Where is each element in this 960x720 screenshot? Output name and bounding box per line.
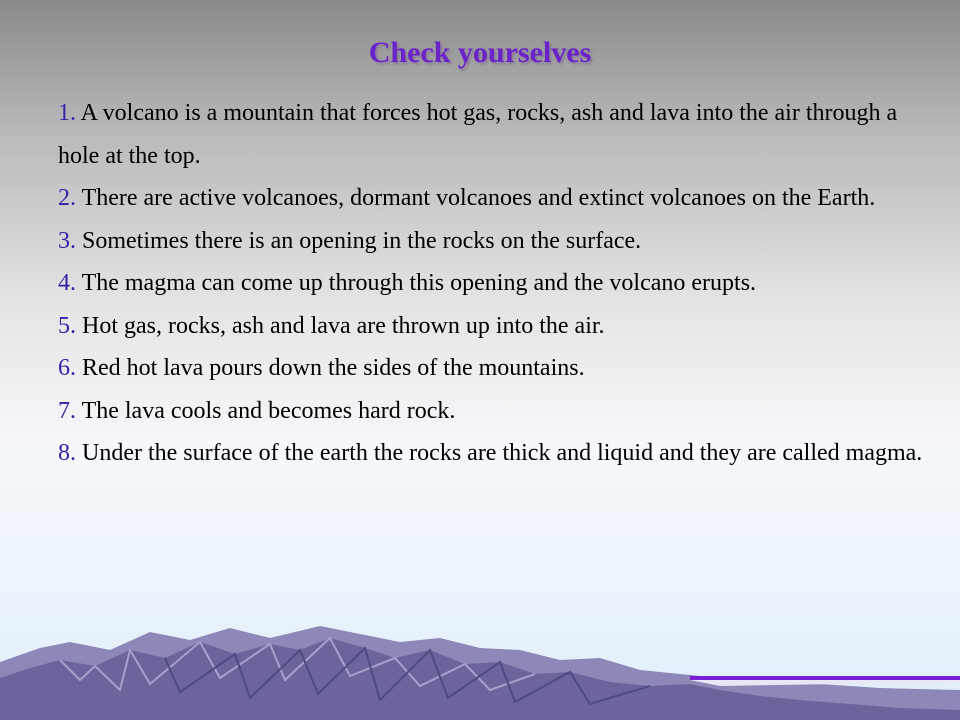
item-number: 6.	[58, 355, 76, 381]
list-item	[58, 177, 928, 220]
answer-list	[58, 92, 928, 475]
item-text: A volcano is a mountain that forces hot gas, rocks, ash and lava into the air through a hole at the top.	[58, 100, 898, 169]
mountain-range-illustration	[0, 620, 960, 720]
list-item	[58, 262, 928, 305]
accent-strip	[690, 676, 960, 680]
list-item	[58, 432, 928, 475]
item-text: Red hot lava pours down the sides of the mountains.	[76, 355, 585, 381]
slide-title: Check yourselves	[368, 36, 592, 69]
list-item	[58, 347, 928, 390]
item-number: 4.	[58, 270, 76, 296]
item-number: 1.	[58, 100, 76, 126]
list-item	[58, 220, 928, 263]
item-text: There are active volcanoes, dormant volcanoes and extinct volcanoes on the Earth.	[76, 185, 876, 211]
list-item	[58, 92, 928, 177]
item-number: 2.	[58, 185, 76, 211]
item-text: Hot gas, rocks, ash and lava are thrown up into the air.	[76, 312, 605, 339]
item-text: The lava cools and becomes hard rock.	[76, 397, 456, 424]
list-item	[58, 305, 928, 348]
item-text: Sometimes there is an opening in the rocks on the surface.	[76, 227, 642, 254]
item-number: 3.	[58, 227, 76, 254]
item-number: 8.	[58, 440, 76, 466]
list-item	[58, 390, 928, 433]
item-number: 7.	[58, 397, 76, 424]
item-text: The magma can come up through this opening and the volcano erupts.	[76, 270, 757, 296]
item-number: 5.	[58, 312, 76, 339]
item-text: Under the surface of the earth the rocks are thick and liquid and they are called magma.	[76, 440, 923, 466]
